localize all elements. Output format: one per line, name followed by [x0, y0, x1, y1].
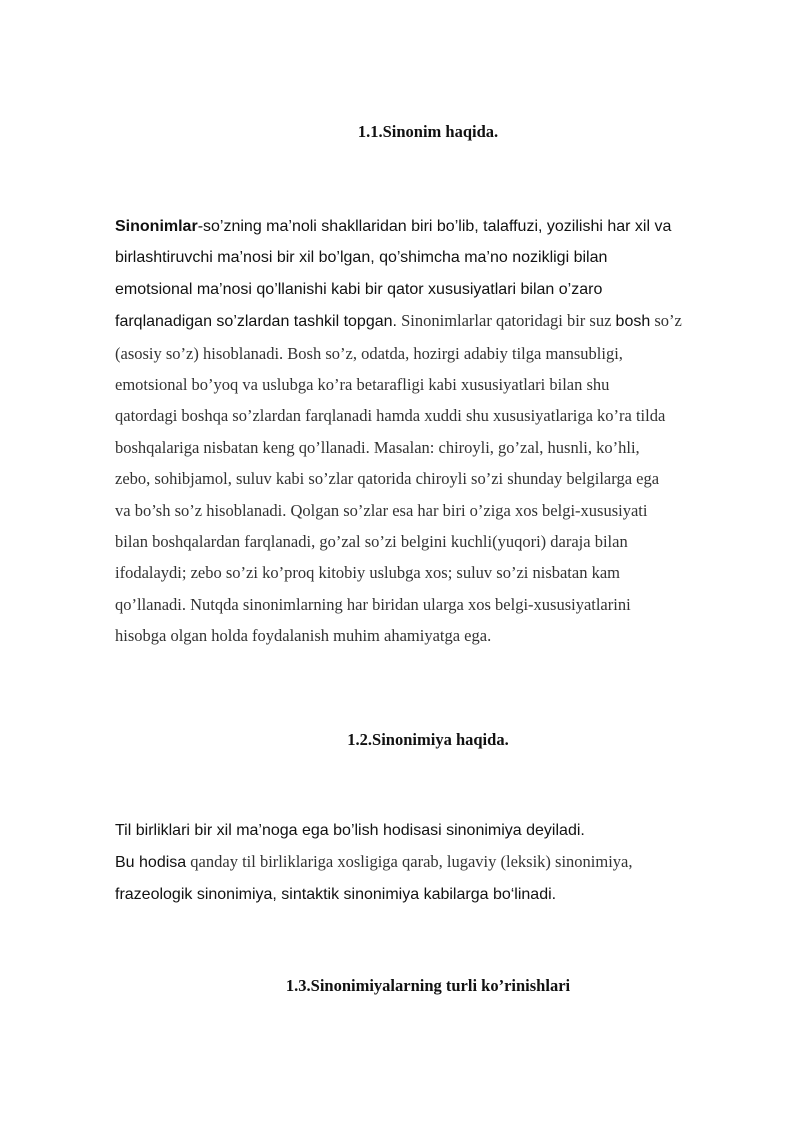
- text-fragment: so’z: [650, 311, 682, 331]
- paragraph-line: Til birliklari bir xil ma’noga ega bo’lish hodisasi sinonimiya deyiladi.: [115, 822, 585, 839]
- term-sinonimlar: Sinonimlar: [115, 218, 198, 235]
- paragraph-line: zebo, sohibjamol, suluv kabi so’zlar qatorida chiroyli so’zi shunday belgilarga ega: [115, 469, 660, 489]
- text-fragment: Sinonimlarlar qatoridagi bir suz: [396, 311, 616, 331]
- paragraph-line: emotsional ma’nosi qo’llanishi kabi bir qator xususiyatlari bilan o’zaro: [115, 280, 603, 298]
- paragraph-line: [115, 846, 755, 878]
- paragraph-line: bilan boshqalardan farqlanadi, go’zal so’zi belgini kuchli(yuqori) daraja bilan: [115, 532, 628, 552]
- text-fragment: farqlanadigan so’zlardan tashkil topgan.: [115, 313, 397, 331]
- section-heading-sinonimiya: 1.2.Sinonimiya haqida.: [347, 730, 509, 749]
- paragraph-line: [115, 305, 755, 337]
- text-fragment-bosh: bosh: [615, 313, 651, 331]
- paragraph-line: qatordagi boshqa so’zlardan farqlanadi hamda xuddi shu xususiyatlariga ko’ra tilda: [115, 406, 666, 426]
- paragraph-line: emotsional bo’yoq va uslubga ko’ra betarafligi kabi xususiyatlari bilan shu: [115, 375, 610, 395]
- section-heading-korinishlari: 1.3.Sinonimiyalarning turli ko’rinishlari: [285, 976, 571, 995]
- paragraph-line: [115, 210, 755, 242]
- text-fragment: qanday til birliklariga xosligiga qarab, lugaviy (leksik) sinonimiya,: [186, 852, 633, 872]
- section-heading-sinonim: 1.1.Sinonim haqida.: [357, 122, 499, 141]
- text-fragment-hodisa: hodisa: [139, 854, 187, 872]
- paragraph-line: birlashtiruvchi ma’nosi bir xil bo’lgan, qo’shimcha ma’no nozikligi bilan: [115, 249, 608, 267]
- paragraph-line: va bo’sh so’z hisoblanadi. Qolgan so’zlar esa har biri o’ziga xos belgi-xususiyati: [115, 500, 648, 520]
- paragraph-line: hisobga olgan holda foydalanish muhim ahamiyatga ega.: [115, 626, 492, 646]
- paragraph-line: (asosiy so’z) hisoblanadi. Bosh so’z, odatda, hozirgi adabiy tilga mansubligi,: [115, 343, 623, 363]
- paragraph-line: boshqalariga nisbatan keng qo’llanadi. Masalan: chiroyli, go’zal, husnli, ko’hli,: [115, 437, 640, 457]
- paragraph-line: qo’llanadi. Nutqda sinonimlarning har biridan ularga xos belgi-xususiyatlarini: [115, 594, 631, 614]
- paragraph-line: frazeologik sinonimiya, sintaktik sinonimiya kabilarga bo‘linadi.: [115, 885, 557, 903]
- text-fragment: Bu: [115, 854, 140, 872]
- paragraph-line: ifodalaydi; zebo so’zi ko’proq kitobiy uslubga xos; suluv so’zi nisbatan kam: [115, 563, 620, 583]
- paragraph-sinonimlar: [115, 210, 755, 652]
- paragraph-sinonimiya: [115, 815, 755, 910]
- text-fragment: -so’zning ma’noli shakllaridan biri bo’lib, talaffuzi, yozilishi har xil va: [197, 218, 672, 235]
